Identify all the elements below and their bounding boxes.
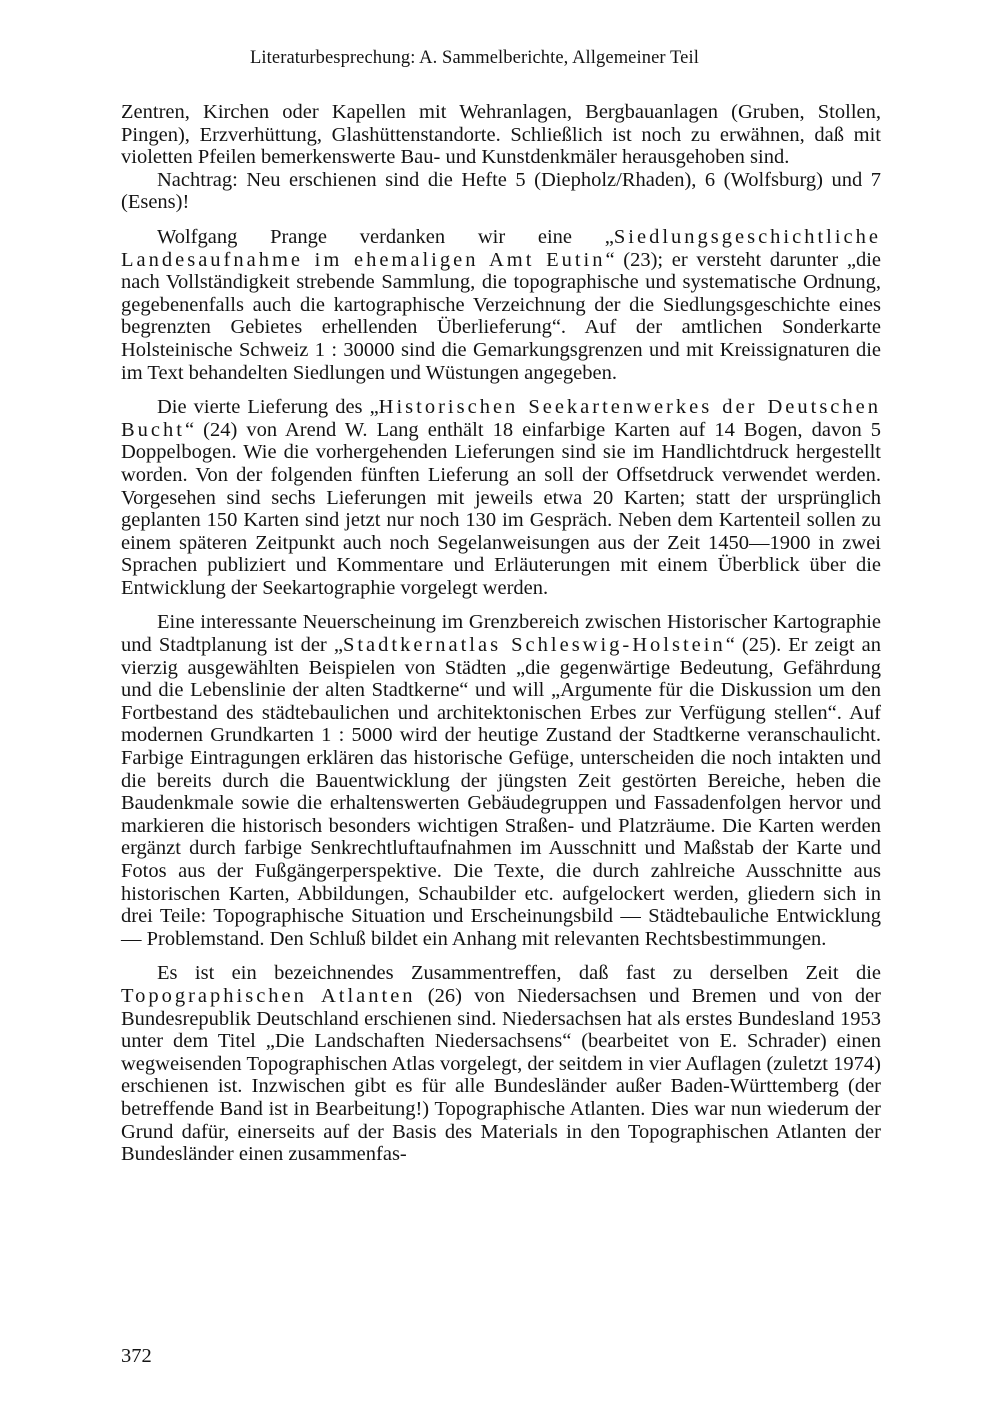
body-text [121, 101, 881, 1166]
text-run: “ (23); er versteht darunter „die nach Vollständigkeit strebende Sammlung, die topographische und systematische Ordnung, gegebenenfalls auch die kartographische Verzeichnung der die Siedlungsgeschichte eines begrenzten Gebietes erhellenden Überlieferung“. Auf der amtlichen Sonderkarte Holsteinische Schweiz 1 : 30000 sind die Gemarkungsgrenzen und mit Kreissignaturen die im Text behandelten Siedlungen und Wüstungen angegeben. [121, 248, 881, 384]
text-run: Zentren, Kirchen oder Kapellen mit Wehranlagen, Bergbauanlagen (Gruben, Stollen, Pingen), Erzverhüttung, Glashüttenstandorte. Schließlich ist noch zu erwähnen, daß mit violetten Pfeilen bemerkenswerte Bau- und Kunstdenkmäler herausgehoben sind. [121, 101, 881, 169]
paragraph [121, 611, 881, 950]
page-number: 372 [121, 1345, 152, 1367]
text-run: “ (25). Er zeigt an vierzig ausgewählten Beispielen von Städten „die gegenwärtige Bedeutung, Gefährdung und die Lebenslinie der alten Stadtkerne“ und will „Argumente für die Diskussion um den Fortbestand des städtebaulichen und architektonischen Erbes zur Verfügung stellen“. Auf modernen Grundkarten 1 : 5000 wird der heutige Zustand der Stadtkerne veranschaulicht. Farbige Eintragungen erklären das historische Gefüge, unterscheiden die noch intakten und die bereits durch die Bauentwicklung der jüngsten Zeit gestörten Bereiche, heben die Baudenkmale sowie die erhaltenswerten Gebäudegruppen und Fassadenfolgen hervor und markieren die historisch besonders wichtigen Straßen- und Platzräume. Die Karten werden ergänzt durch farbige Senkrechtluftaufnahmen im Ausschnitt und Maßstab der Karte und Fotos aus der Fußgängerperspektive. Die Texte, die durch zahlreiche Ausschnitte aus historischen Karten, Abbildungen, Schaubilder etc. aufgelockert werden, gliedern sich in drei Teile: Topographische Situation und Erscheinungsbild — Städtebauliche Entwicklung — Problemstand. Den Schluß bildet ein Anhang mit relevanten Rechtsbestimmungen. [121, 634, 881, 950]
paragraph [121, 101, 881, 169]
spaced-title: Stadtkernatlas Schleswig-Holstein [342, 634, 726, 657]
text-run: “ (24) von Arend W. Lang enthält 18 einfarbige Karten auf 14 Bogen, davon 5 Doppelbogen. Wie die vorhergehenden Lieferungen sind sie im Handlichtdruck hergestellt worden. Von der folgenden fünften Lieferung an soll der Offsetdruck verwendet werden. Vorgesehen sind sechs Lieferungen mit jeweils etwa 20 Karten; statt der ursprünglich geplanten 150 Karten sind jetzt nur noch 130 im Gespräch. Neben dem Kartenteil sollen zu einem späteren Zeitpunkt auch noch Segelanweisungen aus der Zeit 1450—1900 in zwei Sprachen publiziert und Kommentare und Erläuterungen mit einem Überblick über die Entwicklung der Seekartographie vorgelegt werden. [121, 418, 881, 599]
text-run: Wolfgang Prange verdanken wir eine „ [157, 225, 614, 248]
text-run: Nachtrag: Neu erschienen sind die Hefte 5 (Diepholz/Rhaden), 6 (Wolfsburg) und 7 (Esens)! [121, 168, 881, 214]
spaced-title: Topographischen Atlanten [121, 984, 416, 1007]
spaced-title: Historischen Seekartenwerkes der Deutschen Bucht [121, 396, 881, 441]
running-header: Literaturbesprechung: A. Sammelberichte, Allgemeiner Teil [250, 48, 699, 68]
paragraph [121, 962, 881, 1165]
spaced-title: Siedlungsgeschichtliche Landesaufnahme im ehemaligen Amt Eutin [121, 225, 881, 271]
text-run: Es ist ein bezeichnendes Zusammentreffen, daß fast zu derselben Zeit die [157, 962, 881, 985]
text-run: Eine interessante Neuerscheinung im Grenzbereich zwischen Historischer Kartographie und Stadtplanung ist der „ [121, 611, 881, 657]
paragraph [121, 396, 881, 599]
paragraph [121, 226, 881, 384]
paragraph [121, 169, 881, 214]
text-run: Die vierte Lieferung des „ [157, 396, 379, 419]
text-run: (26) von Niedersachsen und Bremen und von der Bundesrepublik Deutschland erschienen sind. Niedersachsen hat als erstes Bundesland 1953 unter dem Titel „Die Landschaften Niedersachsens“ (bearbeitet von E. Schrader) einen wegweisenden Topographischen Atlas vorgelegt, der seitdem in vier Auflagen (zuletzt 1974) erschienen ist. Inzwischen gibt es für alle Bundesländer außer Baden-Württemberg (der betreffende Band ist in Bearbeitung!) Topographische Atlanten. Dies war nun wiederum der Grund dafür, einerseits auf der Basis des Materials in den Topographischen Atlanten der Bundesländer einen zusammenfas- [121, 984, 881, 1166]
